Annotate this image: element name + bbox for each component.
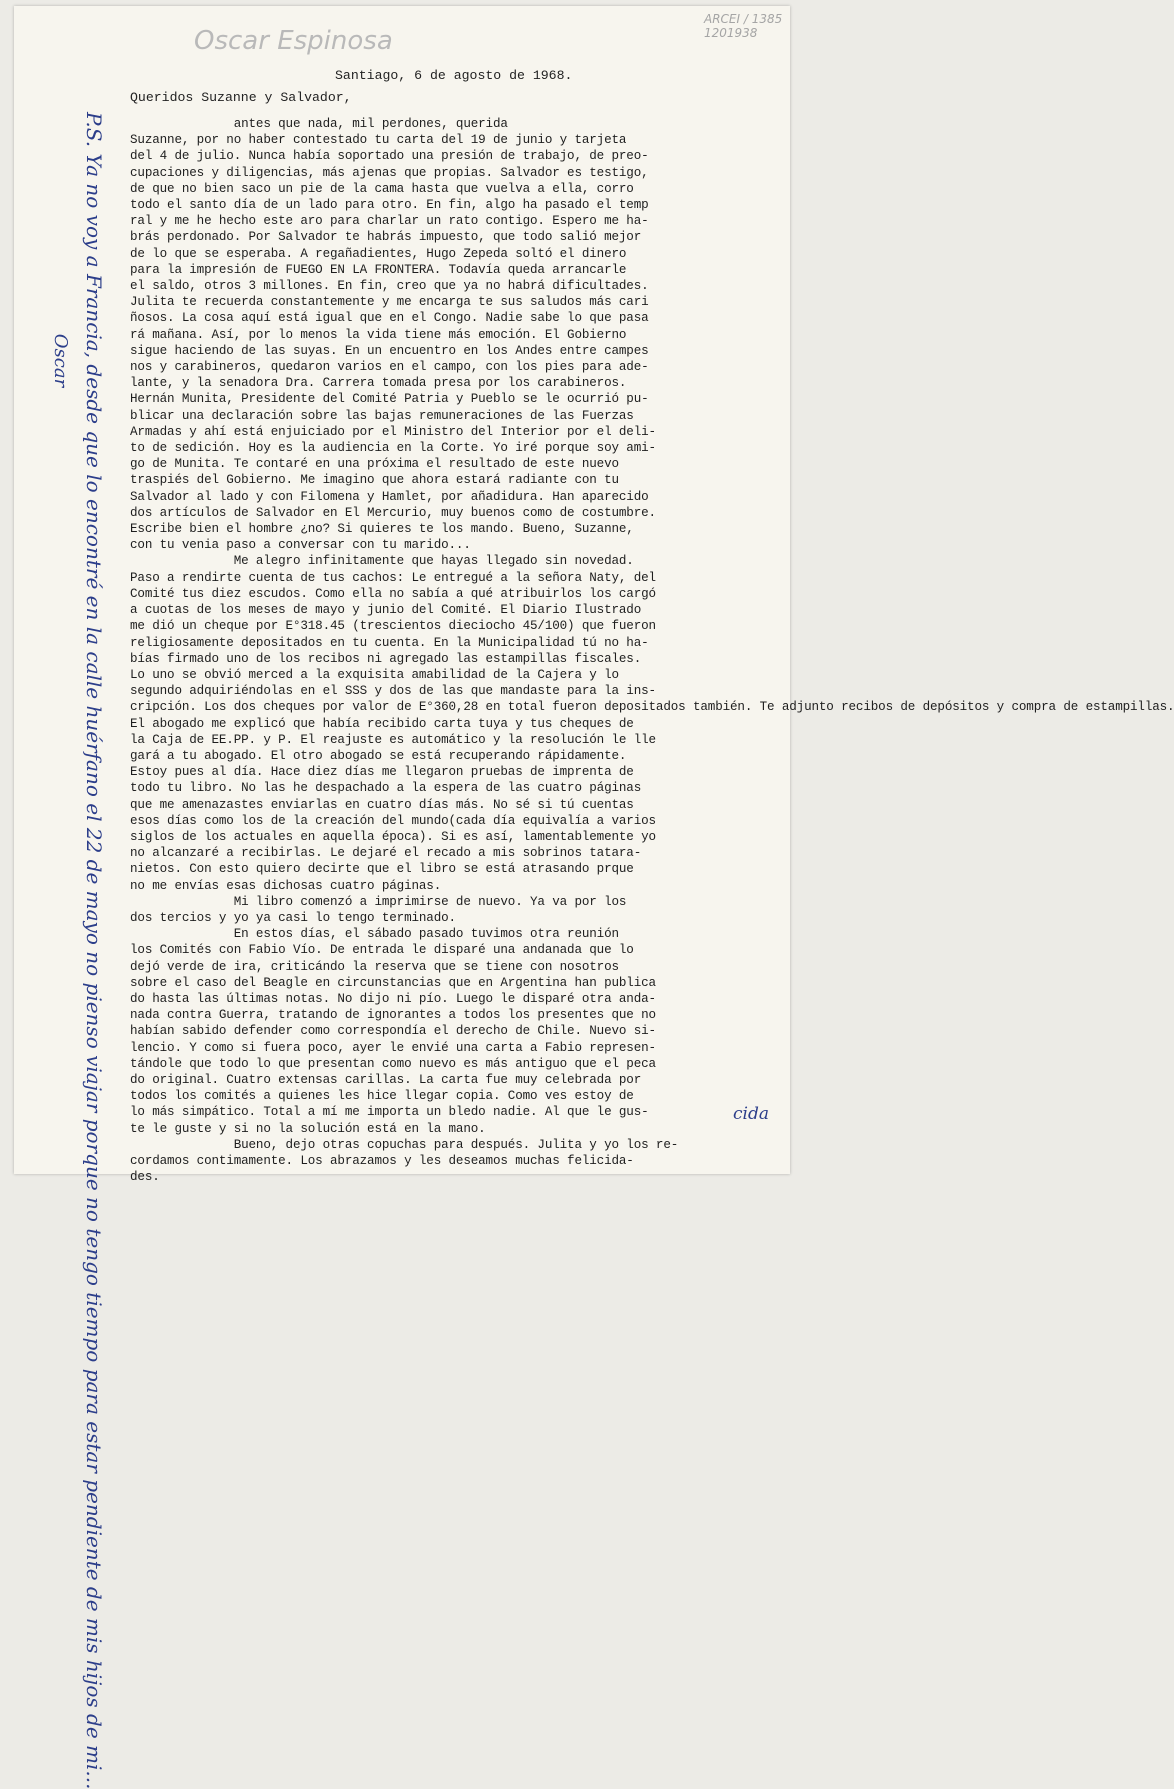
handwritten-signature: Oscar xyxy=(50,333,72,388)
handwritten-correction: cida xyxy=(733,1104,769,1124)
letter-date: Santiago, 6 de agosto de 1968. xyxy=(335,68,573,83)
handwritten-margin-note: P.S. Ya no voy a Francia, desde que lo encontré en la calle huérfano el 22 de mayo no pienso viajar porque no tengo tiempo para estar pendiente de mis hijos de mi... xyxy=(82,112,106,1789)
letter-greeting: Queridos Suzanne y Salvador, xyxy=(130,90,352,105)
handwritten-margin xyxy=(44,112,124,1789)
letter-body: antes que nada, mil perdones, querida Suzanne, por no haber contestado tu carta del 19 de junio y tarjeta del 4 de julio. Nunca había soportado una presión de trabajo, de preo- cupaciones y diligencias, más ajenas que propias. Salvador es testigo, de que no bien saco un pie de la cama hasta que vuelva a ella, corro todo el santo día de un lado para otro. En fin, algo ha pasado el temp ral y me he hecho este aro para charlar un rato contigo. Espero me ha- brás perdonado. Por Salvador te habrás impuesto, que todo salió mejor de lo que se esperaba. A regañadientes, Hugo Zepeda soltó el dinero para la impresión de FUEGO EN LA FRONTERA. Todavía queda arrancarle el saldo, otros 3 millones. En fin, creo que ya no habrá dificultades. Julita te recuerda constantemente y me encarga te sus saludos más cari ñosos. La cosa aquí está igual que en el Congo. Nadie sabe lo que pasa rá mañana. Así, por lo menos la vida tiene más emoción. El Gobierno sigue haciendo de las suyas. En un encuentro en los Andes entre campes nos y carabineros, quedaron varios en el campo, con los pies para ade- lante, y la senadora Dra. Carrera tomada presa por los carabineros. Hernán Munita, Presidente del Comité Patria y Pueblo se le ocurrió pu- blicar una declaración sobre las bajas remuneraciones de las Fuerzas Armadas y ahí está enjuiciado por el Ministro del Interior por el deli- to de sedición. Hoy es la audiencia en la Corte. Yo iré porque soy ami- go de Munita. Te contaré en una próxima el resultado de este nuevo traspiés del Gobierno. Me imagino que ahora estará radiante con tu Salvador al lado y con Filomena y Hamlet, por añadidura. Han aparecido dos artículos de Salvador en El Mercurio, muy buenos como de costumbre. Escribe bien el hombre ¿no? Si quieres te los mando. Bueno, Suzanne, con tu venia paso a conversar con tu marido... Me alegro infinitamente que hayas llegado sin novedad. Paso a rendirte cuenta de tus cachos: Le entregué a la señora Naty, del Comité tus diez escudos. Como ella no sabía a qué atribuirlos los cargó a cuotas de los meses de mayo y junio del Comité. El Diario Ilustrado me dió un cheque por E°318.45 (trescientos dieciocho 45/100) que fueron religiosamente depositados en tu cuenta. En la Municipalidad tú no ha- bías firmado uno de los recibos ni agregado las estampillas fiscales. Lo uno se obvió merced a la exquisita amabilidad de la Cajera y lo segundo adquiriéndolas en el SSS y dos de las que mandaste para la ins- cripción. Los dos cheques por valor de E°360,28 en total fueron depositados también. Te adjunto recibos de depósitos y compra de estampillas. El abogado me explicó que había recibido carta tuya y tus cheques de la Caja de EE.PP. y P. El reajuste es automático y la resolución le lle gará a tu abogado. El otro abogado se está recuperando rápidamente. Estoy pues al día. Hace diez días me llegaron pruebas de imprenta de todo tu libro. No las he despachado a la espera de las cuatro páginas que me amenazastes enviarlas en cuatro días más. No sé si tú cuentas esos días como los de la creación del mundo(cada día equivalía a varios siglos de los actuales en aquella época). Si es así, lamentablemente yo no alcanzaré a recibirlas. Le dejaré el recado a mis sobrinos tatara- nietos. Con esto quiero decirte que el libro se está atrasando prque no me envías esas dichosas cuatro páginas. Mi libro comenzó a imprimirse de nuevo. Ya va por los dos tercios y yo ya casi lo tengo terminado. En estos días, el sábado pasado tuvimos otra reunión los Comités con Fabio Vío. De entrada le disparé una andanada que lo dejó verde de ira, criticándo la reserva que se tiene con nosotros sobre el caso del Beagle en circunstancias que en Argentina han publica do hasta las últimas notas. No dijo ni pío. Luego le disparé otra anda- nada contra Guerra, tratando de ignorantes a todos los presentes que no habían sabido defender como correspondía el derecho de Chile. Nuevo si- lencio. Y como si fuera poco, ayer le envié una carta a Fabio represen- tándole que todo lo que presentan como nuevo es más antiguo que el peca do original. Cuatro extensas carillas. La carta fue muy celebrada por todos los comités a quienes les hice llegar copia. Como ves estoy de lo más simpático. Total a mí me importa un bledo nadie. Al que le gus- te le guste y si no la solución está en la mano. Bueno, dejo otras copuchas para después. Julita y yo los re- cordamos contimamente. Los abrazamos y les deseamos muchas felicida- des. xyxy=(130,117,1174,1185)
pencil-annotation-top-left: Oscar Espinosa xyxy=(194,26,393,56)
pencil-annotation-top-right: ARCEI / 1385 1201938 xyxy=(704,12,783,40)
